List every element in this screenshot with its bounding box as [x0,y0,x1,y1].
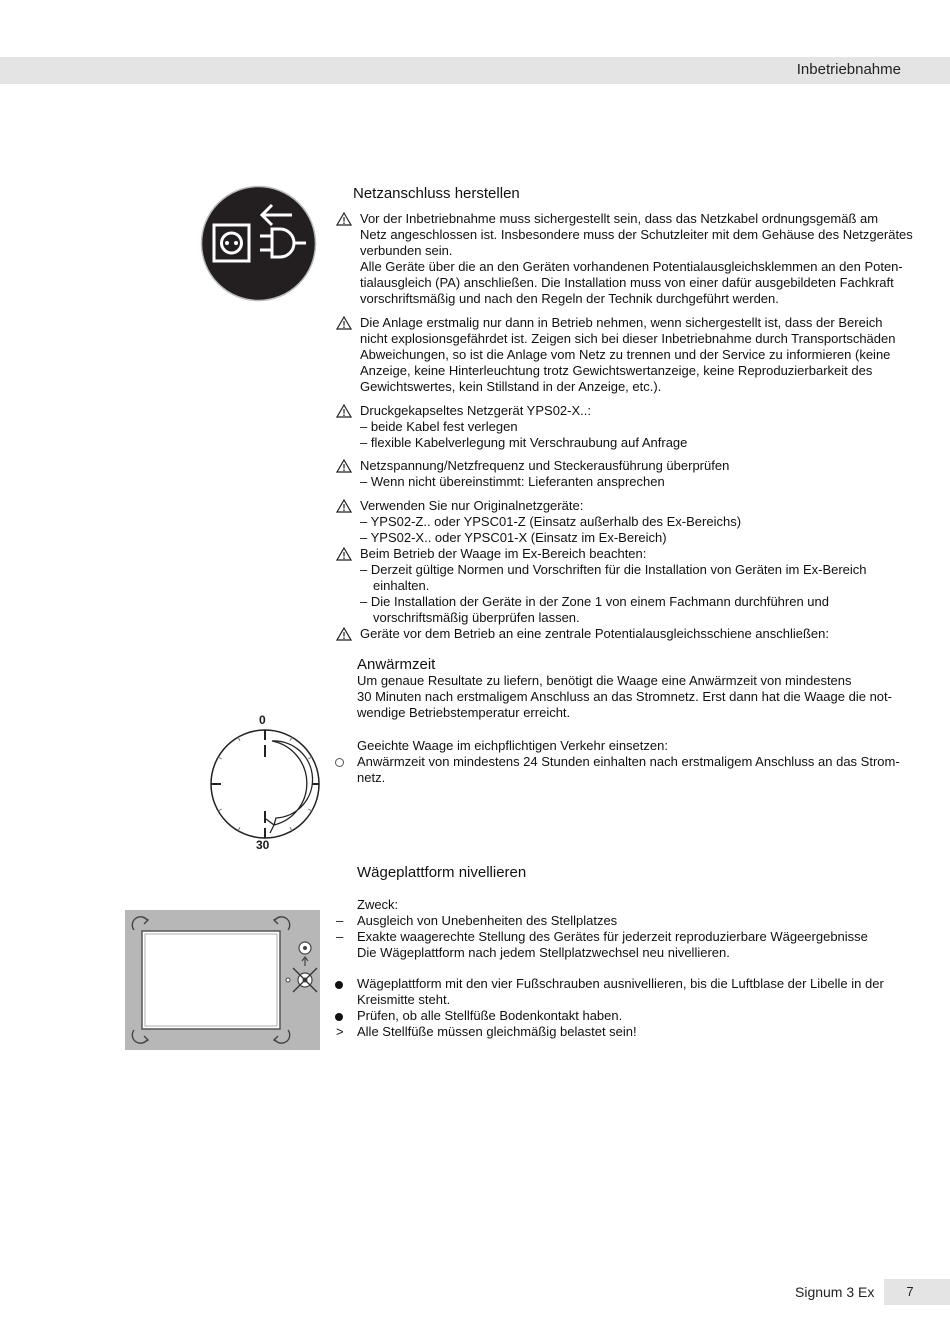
purpose-item-3: Die Wägeplattform nach jedem Stellplatzwechsel neu nivellieren. [357,945,730,960]
section-title-anwaermzeit: Anwärmzeit [357,656,436,673]
warning-icon [336,627,352,641]
bullet-dot [335,981,343,989]
dash-marker: – [336,913,344,928]
warmup-clock-icon [208,727,322,841]
page-number: 7 [906,1284,914,1299]
bullet-dot [335,1013,343,1021]
header-bar [0,57,950,84]
section-title-netzanschluss: Netzanschluss herstellen [353,185,520,202]
result-marker: > [336,1024,344,1039]
warning-icon [336,404,352,418]
warning-text-3: Druckgekapseltes Netzgerät YPS02-X..: – beide Kabel fest verlegen – flexible Kabelverlegung mit Verschraubung auf Anfrage [360,403,688,450]
warning-text-4: Netzspannung/Netzfrequenz und Steckerausführung überprüfen – Wenn nicht übereinstimmt: Lieferanten ansprechen [360,458,730,489]
warning-icon [336,499,352,513]
clock-label-top: 0 [259,713,266,727]
clock-label-bottom: 30 [256,838,270,852]
footer-page-box [884,1279,950,1305]
warning-text-6: Beim Betrieb der Waage im Ex-Bereich beachten: – Derzeit gültige Normen und Vorschriften für die Installation von Geräten im Ex-Bereich einhalten. – Die Installation der Geräte in der Zone 1 von einem Fachmann durchführen und vorschriftsmäßig überprüfen lassen. [360,546,867,625]
warning-text-1: Vor der Inbetriebnahme muss sichergestellt sein, dass das Netzkabel ordnungsgemäß am Netz angeschlossen ist. Insbesondere muss der Schutzleiter mit dem Gehäuse des Netzgerätes verbunden sein. Alle Geräte über die an den Geräten vorhandenen Potentialausgleichsklemmen an den Poten- tialausgleich (PA) anschließen. Die Installation muss von einer dafür ausgebildeten Fachkraft vorschriftsmäßig und nach den Regeln der Technik durchgeführt werden. [360,211,913,306]
warmup-paragraph: Um genaue Resultate zu liefern, benötigt die Waage eine Anwärmzeit von mindestens 30 Minuten nach erstmaligem Anschluss an das Stromnetz. Erst dann hat die Waage die not- wendige Betriebstemperatur erreicht. [357,673,892,720]
header-title: Inbetriebnahme [796,61,901,78]
leveling-step-2: Prüfen, ob alle Stellfüße Bodenkontakt haben. [357,1008,623,1023]
list-circle-marker [335,758,344,767]
calibrated-note: Geeichte Waage im eichpflichtigen Verkehr einsetzen: [357,738,668,753]
dash-marker: – [336,929,344,944]
warmup-24h-text: Anwärmzeit von mindestens 24 Stunden einhalten nach erstmaligem Anschluss an das Strom- netz. [357,754,900,785]
warning-icon [336,459,352,473]
section-title-nivellieren: Wägeplattform nivellieren [357,864,527,881]
leveling-platform-icon [125,910,320,1050]
warning-text-2: Die Anlage erstmalig nur dann in Betrieb nehmen, wenn sichergestellt ist, dass der Bereich nicht explosionsgefährdet ist. Zeigen sich bei dieser Inbetriebnahme durch Transportschäden Abweichungen, so ist die Anlage vom Netz zu trennen und der Service zu informieren (keine Anzeige, keine Hinterleuchtung trotz Gewichtswertanzeige, keine Reproduzierbarkeit des Gewichtswertes, kein Stillstand in der Anzeige, etc.). [360,315,896,394]
warning-icon [336,212,352,226]
warning-text-7: Geräte vor dem Betrieb an eine zentrale Potentialausgleichsschiene anschließen: [360,626,829,641]
warning-icon [336,316,352,330]
warning-icon [336,547,352,561]
warning-text-5: Verwenden Sie nur Originalnetzgeräte: – YPS02-Z.. oder YPSC01-Z (Einsatz außerhalb des Ex-Bereichs) – YPS02-X.. oder YPSC01-X (Einsatz im Ex-Bereich) [360,498,742,545]
purpose-item-2: Exakte waagerechte Stellung des Gerätes für jederzeit reproduzierbare Wägeergebnisse [357,929,868,944]
leveling-result: Alle Stellfüße müssen gleichmäßig belastet sein! [357,1024,637,1039]
leveling-step-1: Wägeplattform mit den vier Fußschrauben ausnivellieren, bis die Luftblase der Libelle in der Kreismitte steht. [357,976,884,1007]
purpose-label: Zweck: [357,897,399,912]
power-plug-icon [200,185,317,302]
purpose-item-1: Ausgleich von Unebenheiten des Stellplatzes [357,913,618,928]
footer-product-name: Signum 3 Ex [795,1284,875,1300]
